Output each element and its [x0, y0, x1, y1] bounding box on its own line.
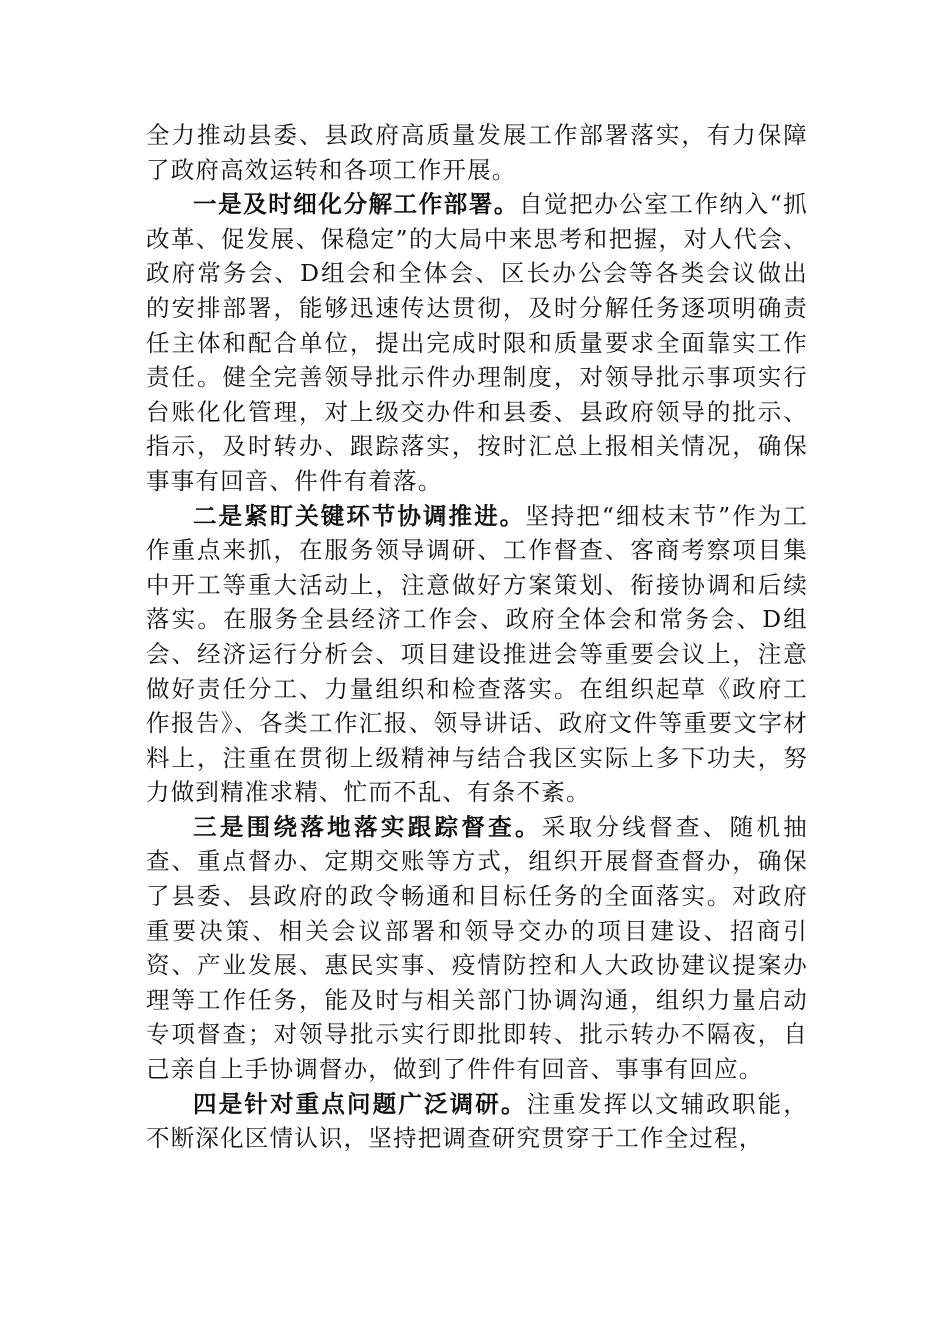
- paragraph-body: 采取分线督查、随机抽查、重点督办、定期交账等方式，组织开展督查督办，确保了县委、县政府的政令畅通和目标任务的全面落实。对政府重要决策、相关会议部署和领导交办的项目建设、招商引资、产业发展、惠民实事、疫情防控和人大政协建议提案办理等工作任务，能及时与相关部门协调沟通，组织力量启动专项督查；对领导批示实行即批即转、批示转办不隔夜，自己亲自上手协调督办，做到了件件有回音、事事有回应。: [146, 812, 808, 1084]
- paragraph-heading: 二是紧盯关键环节协调推进。: [193, 501, 526, 530]
- paragraph-body: 自觉把办公室工作纳入“抓改革、促发展、保稳定”的大局中来思考和把握，对人代会、政府常务会、D组会和全体会、区长办公会等各类会议做出的安排部署，能够迅速传达贯彻，及时分解任务逐项明确责任主体和配合单位，提出完成时限和质量要求全面靠实工作责任。健全完善领导批示件办理制度，对领导批示事项实行台账化化管理，对上级交办件和县委、县政府领导的批示、指示，及时转办、跟踪落实，按时汇总上报相关情况，确保事事有回音、件件有着落。: [146, 190, 808, 495]
- paragraph-continuation: [146, 118, 808, 187]
- paragraph-point-two: [146, 499, 808, 810]
- document-page: [146, 118, 808, 1156]
- paragraph-point-one: [146, 187, 808, 498]
- paragraph-heading: 一是及时细化分解工作部署。: [193, 190, 519, 219]
- paragraph-body: 全力推动县委、县政府高质量发展工作部署落实，有力保障了政府高效运转和各项工作开展。: [146, 121, 808, 184]
- paragraph-point-four: [146, 1087, 808, 1156]
- paragraph-body: 注重发挥以文辅政职能，不断深化区情认识，坚持把调查研究贯穿于工作全过程，: [146, 1089, 808, 1153]
- paragraph-heading: 四是针对重点问题广泛调研。: [193, 1089, 527, 1118]
- paragraph-point-three: [146, 810, 808, 1087]
- paragraph-body: 坚持把“细枝末节”作为工作重点来抓，在服务领导调研、工作督查、客商考察项目集中开工等重大活动上，注意做好方案策划、衔接协调和后续落实。在服务全县经济工作会、政府全体会和常务会、D组会、经济运行分析会、项目建设推进会等重要会议上，注意做好责任分工、力量组织和检查落实。在组织起草《政府工作报告》、各类工作汇报、领导讲话、政府文件等重要文字材料上，注重在贯彻上级精神与结合我区实际上多下功夫，努力做到精准求精、忙而不乱、有条不紊。: [146, 501, 808, 807]
- paragraph-heading: 三是围绕落地落实跟踪督查。: [193, 812, 542, 841]
